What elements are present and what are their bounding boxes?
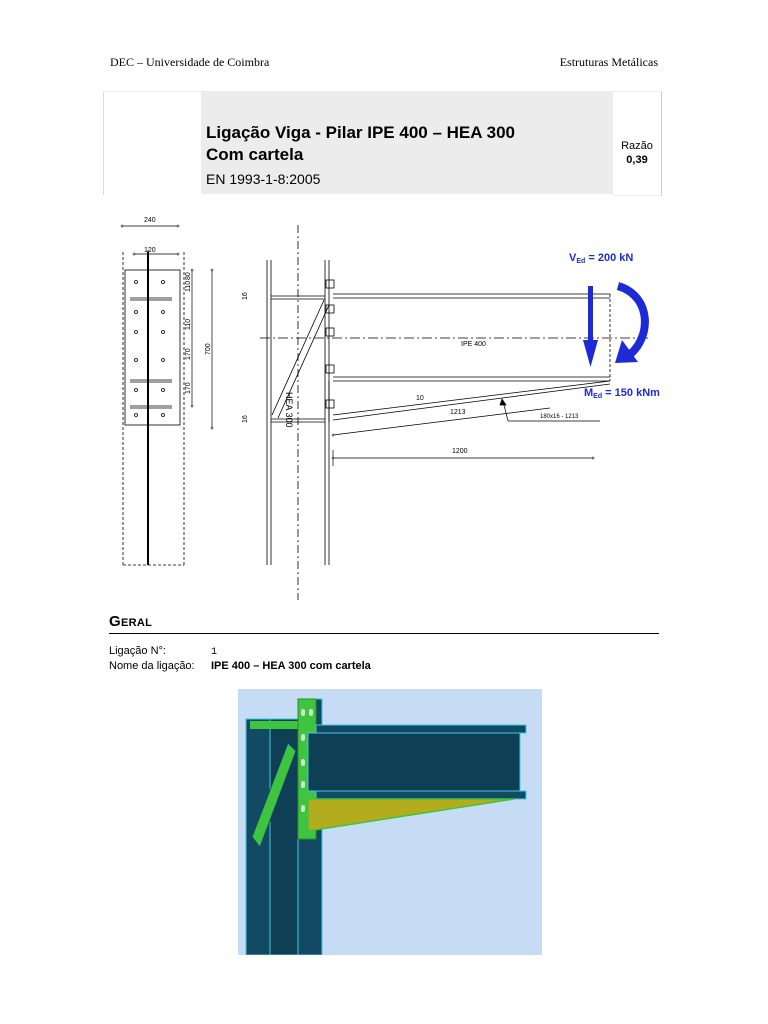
- med-value: = 150 kNm: [602, 387, 660, 399]
- connection-name-value: IPE 400 – HEA 300 com cartela: [211, 660, 371, 672]
- dim-1200-text: 1200: [452, 448, 468, 455]
- dim-240-text: 240: [144, 217, 156, 224]
- dim-170a-text: 170: [185, 348, 192, 360]
- ratio-value: 0,39: [626, 154, 648, 166]
- ved-value: = 200 kN: [585, 252, 634, 264]
- dim-16a-text: 16: [242, 292, 249, 300]
- header-left: DEC – Universidade de Coimbra: [110, 55, 270, 69]
- dim-110b-text: 110: [185, 318, 192, 330]
- title-line-1: Ligação Viga - Pilar IPE 400 – HEA 300: [206, 123, 515, 142]
- connection-number-row: [109, 645, 217, 658]
- shear-force-label: [569, 252, 633, 265]
- column-front-view: [123, 252, 184, 565]
- ved-symbol: V: [569, 252, 577, 264]
- ratio-label: Razão: [621, 140, 653, 152]
- med-subscript: Ed: [593, 393, 603, 400]
- dim-170b-text: 170: [185, 382, 192, 394]
- section-heading: [109, 613, 659, 634]
- beam-3d: [308, 725, 526, 799]
- dim-120-text: 120: [144, 247, 156, 254]
- connection-number-label: Ligação N°:: [109, 645, 166, 657]
- beam-label: IPE 400: [461, 341, 486, 348]
- front-view-dimensions: [122, 226, 212, 428]
- section-title: Geral: [109, 613, 153, 630]
- connection-number-value: 1: [211, 647, 218, 658]
- moment-arrow: [615, 286, 645, 363]
- column-side-view: [267, 225, 334, 600]
- title-box: [103, 91, 661, 194]
- weld-10-text: 10: [416, 395, 424, 402]
- connection-drawing: [100, 210, 710, 605]
- connection-3d-render: [238, 689, 542, 955]
- header-right: Estruturas Metálicas: [559, 55, 658, 69]
- haunch-dimensions: [333, 399, 600, 466]
- document-title: [206, 122, 515, 166]
- haunch-1213-text: 1213: [450, 409, 466, 416]
- ved-subscript: Ed: [576, 258, 586, 265]
- connection-name-label: Nome da ligação:: [109, 660, 195, 672]
- dim-700-text: 700: [205, 343, 212, 355]
- standard-reference: EN 1993-1-8:2005: [206, 171, 321, 187]
- title-box-left-cell: [103, 91, 201, 195]
- dim-110a-text: 110: [185, 280, 192, 292]
- moment-label: [584, 387, 660, 400]
- med-symbol: M: [584, 387, 594, 399]
- dim-80-text: 80: [185, 272, 192, 280]
- connection-name-row: [109, 660, 371, 672]
- column-label: HEA 300: [284, 392, 294, 428]
- title-box-main-cell: [201, 91, 613, 194]
- haunch-spec-text: 180x16 - 1213: [540, 414, 579, 420]
- ratio-cell: [613, 91, 662, 196]
- dim-16b-text: 16: [242, 415, 249, 423]
- title-line-2: Com cartela: [206, 145, 304, 164]
